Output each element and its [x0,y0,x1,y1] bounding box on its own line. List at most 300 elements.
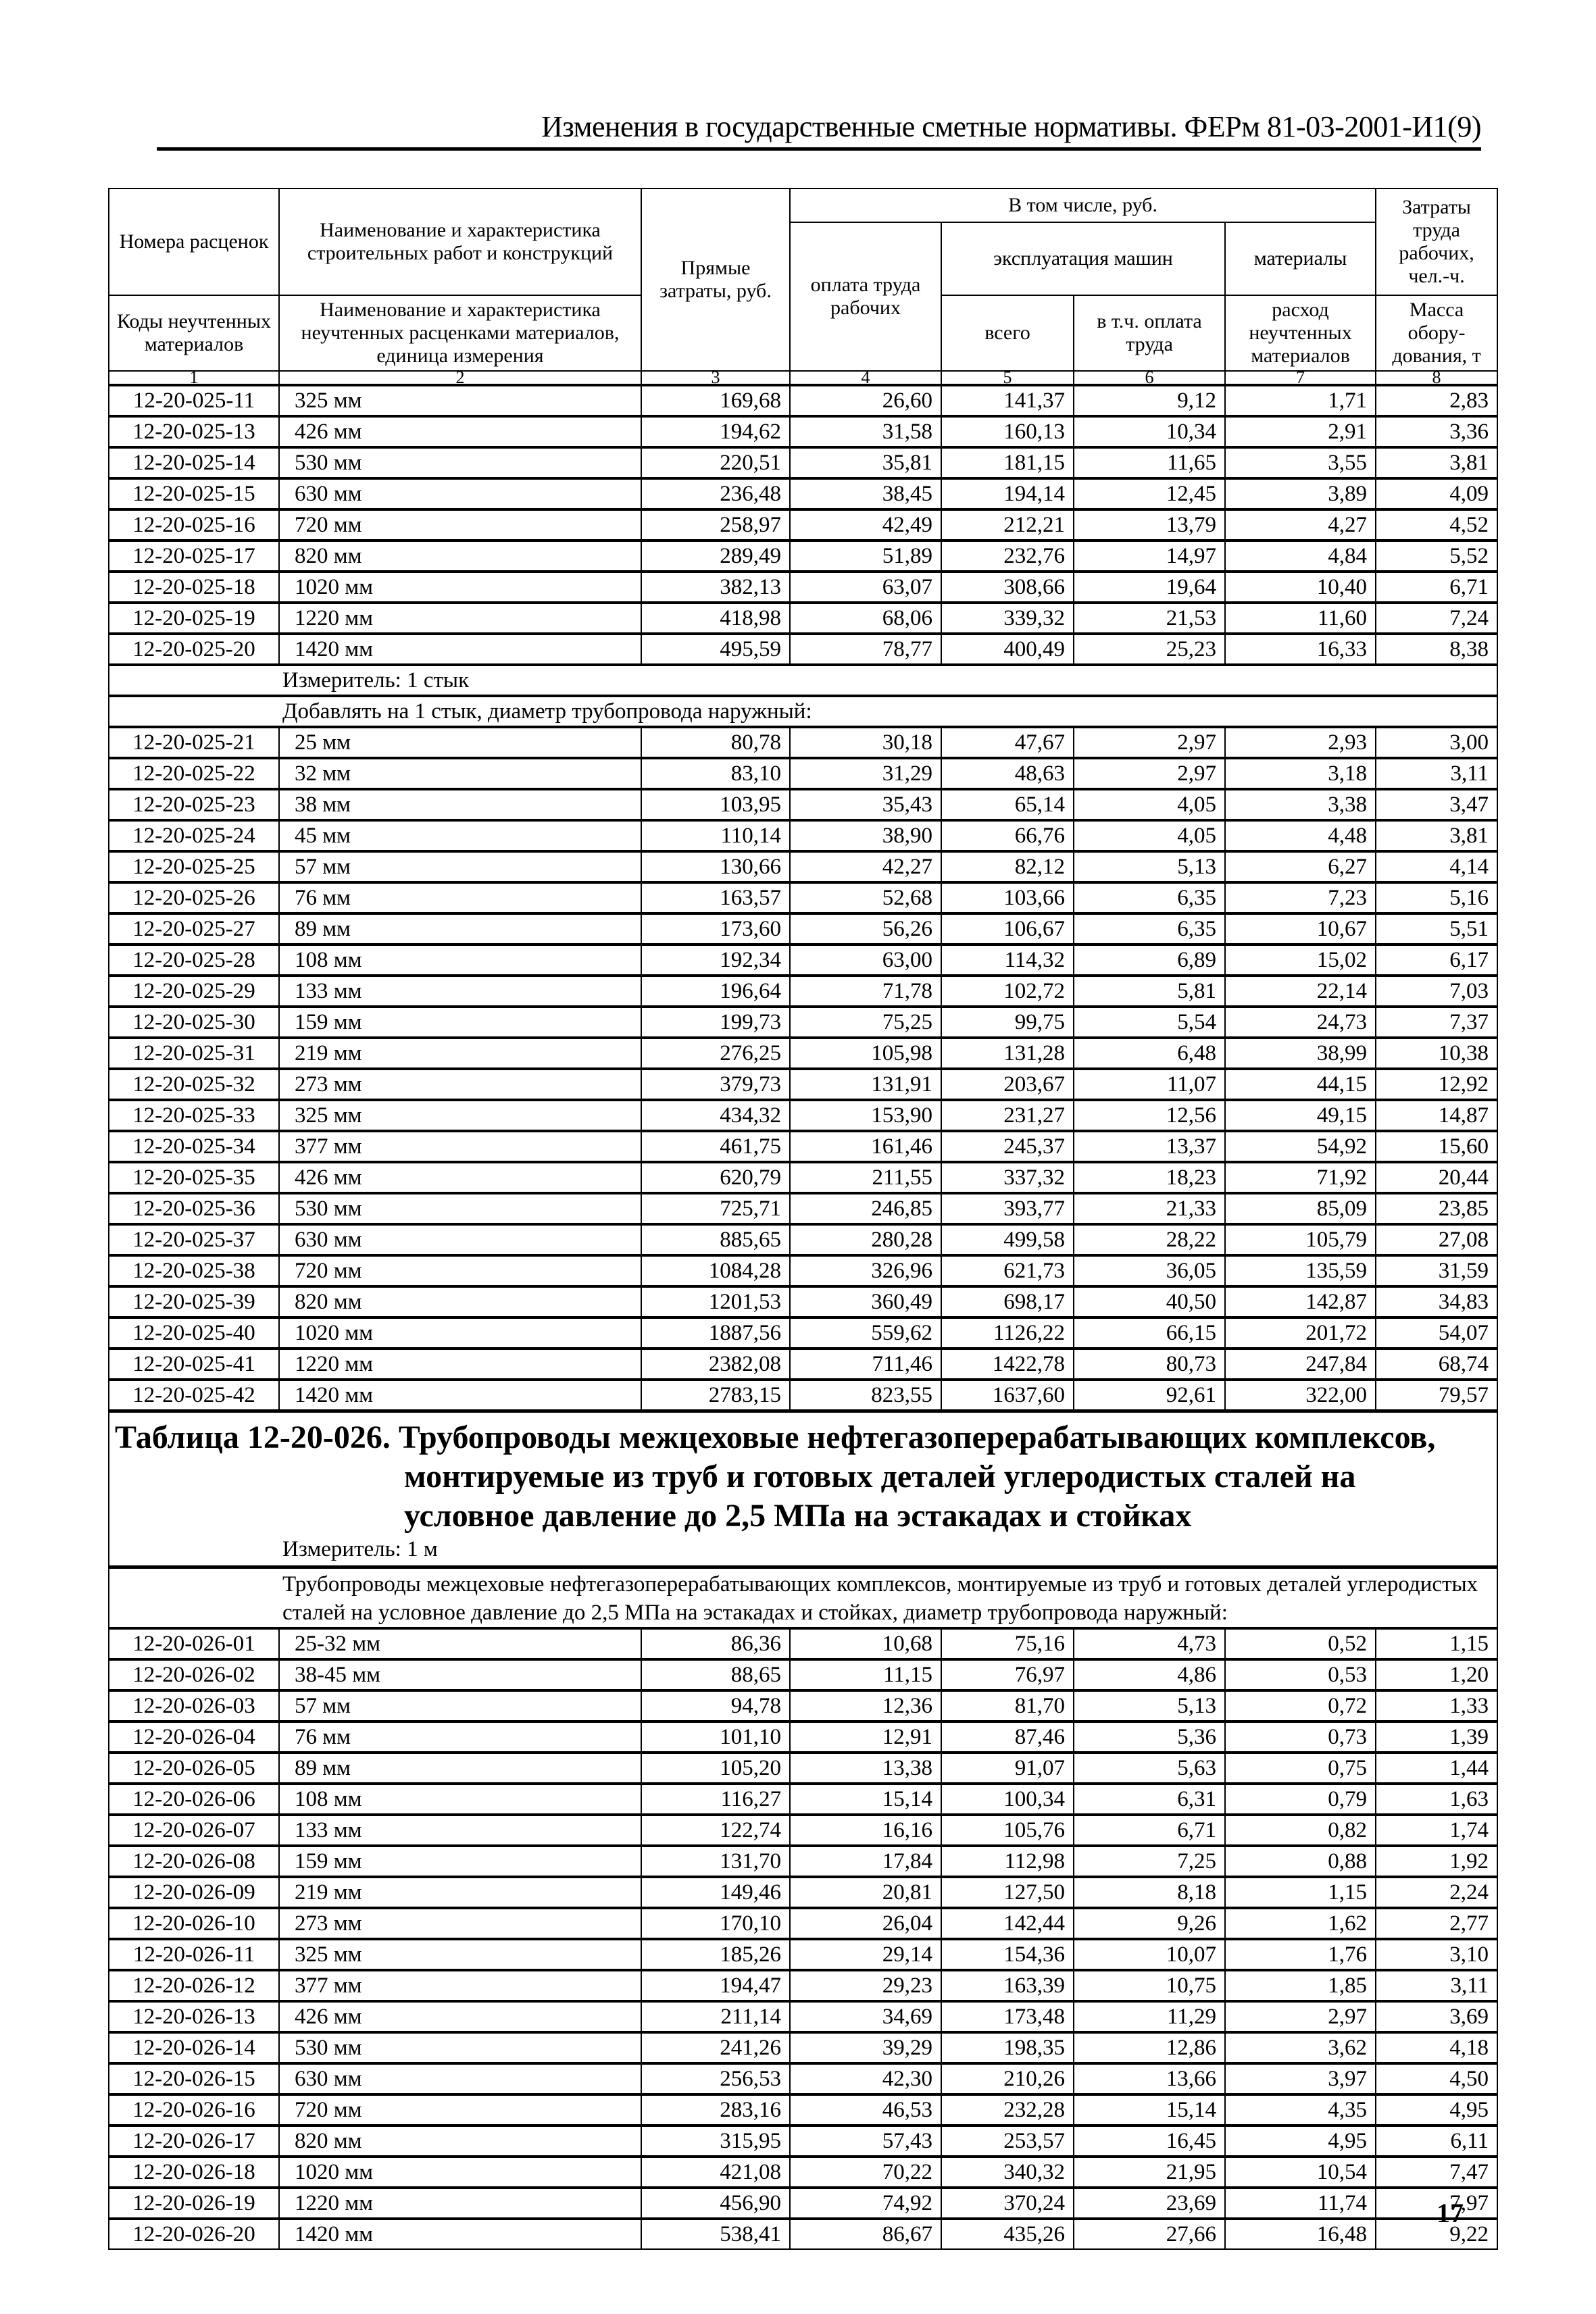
cell-rate-code: 12-20-026-17 [109,2126,279,2157]
cell-machines-labor: 10,07 [1074,1939,1225,1970]
cell-direct-costs: 194,47 [641,1970,790,2001]
cell-labor-pay: 34,69 [790,2001,941,2032]
cell-direct-costs: 885,65 [641,1224,790,1255]
cell-direct-costs: 421,08 [641,2157,790,2188]
cell-machines-total: 127,50 [941,1877,1074,1908]
cell-materials-consumption: 4,48 [1225,820,1376,851]
cell-direct-costs: 289,49 [641,540,790,572]
cell-materials-consumption: 11,60 [1225,603,1376,634]
column-number: 1 [109,371,279,385]
cell-direct-costs: 94,78 [641,1690,790,1721]
section1-body [109,385,1497,665]
cell-machines-labor: 12,45 [1074,478,1225,509]
cell-machines-total: 81,70 [941,1690,1074,1721]
cell-rate-code: 12-20-025-22 [109,758,279,789]
cell-labor-pay: 70,22 [790,2157,941,2188]
measure-joint-note: Измеритель: 1 стык [109,665,1497,696]
cell-materials-consumption: 71,92 [1225,1162,1376,1193]
table-row [109,2126,1497,2157]
cell-direct-costs: 116,27 [641,1784,790,1815]
column-number: 8 [1376,371,1497,385]
cell-labor-pay: 280,28 [790,1224,941,1255]
cell-machines-labor: 11,07 [1074,1069,1225,1100]
header-including-group: В том числе, руб. [790,188,1376,222]
cell-materials-consumption: 49,15 [1225,1100,1376,1131]
cell-rate-code: 12-20-025-28 [109,945,279,976]
cell-work-name: 76 мм [279,882,641,913]
cell-work-name: 38 мм [279,789,641,820]
cell-rate-code: 12-20-026-03 [109,1690,279,1721]
header-material-name: Наименование и характеристика неучтенных расценками материалов, единица измерения [279,295,641,371]
cell-materials-consumption: 0,75 [1225,1753,1376,1784]
table-row [109,1100,1497,1131]
cell-work-name: 159 мм [279,1007,641,1038]
cell-machines-total: 141,37 [941,385,1074,416]
cell-labor-hours: 34,83 [1376,1286,1497,1317]
table-row [109,1193,1497,1224]
cell-materials-consumption: 3,89 [1225,478,1376,509]
cell-labor-hours: 3,10 [1376,1939,1497,1970]
cell-rate-code: 12-20-026-14 [109,2032,279,2063]
cell-machines-labor: 12,86 [1074,2032,1225,2063]
cell-labor-hours: 15,60 [1376,1131,1497,1162]
cell-materials-consumption: 54,92 [1225,1131,1376,1162]
cell-labor-hours: 3,47 [1376,789,1497,820]
cell-materials-consumption: 1,15 [1225,1877,1376,1908]
cell-machines-total: 48,63 [941,758,1074,789]
table-row [109,1690,1497,1721]
table2-measure: Измеритель: 1 м [282,1537,438,1561]
cell-rate-code: 12-20-025-25 [109,851,279,882]
cell-machines-total: 163,39 [941,1970,1074,2001]
cell-labor-hours: 12,92 [1376,1069,1497,1100]
cell-machines-total: 173,48 [941,2001,1074,2032]
cell-work-name: 133 мм [279,976,641,1007]
cell-direct-costs: 131,70 [641,1846,790,1877]
cell-machines-total: 337,32 [941,1162,1074,1193]
cell-machines-labor: 27,66 [1074,2219,1225,2249]
cell-direct-costs: 2783,15 [641,1380,790,1411]
cell-labor-pay: 63,07 [790,572,941,603]
cell-machines-total: 435,26 [941,2219,1074,2249]
table2-title-body [109,1411,1497,1629]
cell-labor-pay: 26,04 [790,1908,941,1939]
cell-machines-total: 103,66 [941,882,1074,913]
cell-rate-code: 12-20-026-04 [109,1721,279,1753]
table-row [109,478,1497,509]
cell-labor-hours: 1,20 [1376,1659,1497,1690]
cell-labor-pay: 11,15 [790,1659,941,1690]
cell-work-name: 45 мм [279,820,641,851]
cell-work-name: 720 мм [279,509,641,540]
header-machines-group: эксплуатация машин [941,222,1225,295]
cell-machines-total: 203,67 [941,1069,1074,1100]
table-row [109,2063,1497,2094]
cell-rate-code: 12-20-025-21 [109,727,279,758]
page-number: 17 [1437,2198,1464,2228]
cell-rate-code: 12-20-025-41 [109,1349,279,1380]
cell-materials-consumption: 3,38 [1225,789,1376,820]
cell-machines-labor: 21,53 [1074,603,1225,634]
add-per-joint-note: Добавлять на 1 стык, диаметр трубопровода наружный: [109,696,1497,727]
cell-machines-labor: 5,63 [1074,1753,1225,1784]
cell-machines-labor: 80,73 [1074,1349,1225,1380]
cell-materials-consumption: 0,79 [1225,1784,1376,1815]
rates-table [108,188,1498,2250]
cell-labor-pay: 30,18 [790,727,941,758]
cell-machines-labor: 36,05 [1074,1255,1225,1286]
cell-rate-code: 12-20-025-14 [109,447,279,478]
cell-labor-hours: 3,81 [1376,447,1497,478]
cell-work-name: 426 мм [279,2001,641,2032]
cell-rate-code: 12-20-025-39 [109,1286,279,1317]
table-row [109,851,1497,882]
cell-materials-consumption: 0,53 [1225,1659,1376,1690]
table2-title-line3: условное давление до 2,5 МПа на эстакадах и стойках [404,1498,1192,1534]
cell-direct-costs: 1084,28 [641,1255,790,1286]
cell-materials-consumption: 142,87 [1225,1286,1376,1317]
cell-labor-hours: 7,37 [1376,1007,1497,1038]
cell-labor-pay: 51,89 [790,540,941,572]
cell-machines-total: 100,34 [941,1784,1074,1815]
cell-labor-hours: 5,16 [1376,882,1497,913]
cell-rate-code: 12-20-026-08 [109,1846,279,1877]
cell-machines-labor: 10,75 [1074,1970,1225,2001]
cell-direct-costs: 199,73 [641,1007,790,1038]
table-row [109,882,1497,913]
cell-direct-costs: 185,26 [641,1939,790,1970]
cell-rate-code: 12-20-025-32 [109,1069,279,1100]
cell-machines-labor: 6,71 [1074,1815,1225,1846]
cell-labor-pay: 35,43 [790,789,941,820]
cell-work-name: 25 мм [279,727,641,758]
cell-rate-code: 12-20-026-07 [109,1815,279,1846]
cell-direct-costs: 382,13 [641,572,790,603]
cell-machines-labor: 21,95 [1074,2157,1225,2188]
cell-labor-pay: 75,25 [790,1007,941,1038]
cell-labor-hours: 6,17 [1376,945,1497,976]
cell-rate-code: 12-20-026-09 [109,1877,279,1908]
cell-rate-code: 12-20-025-37 [109,1224,279,1255]
cell-machines-labor: 5,81 [1074,976,1225,1007]
header-equipment-mass: Масса обору-дования, т [1376,295,1497,371]
cell-labor-pay: 56,26 [790,913,941,945]
cell-labor-pay: 131,91 [790,1069,941,1100]
table-row [109,1659,1497,1690]
table-row [109,789,1497,820]
cell-direct-costs: 169,68 [641,385,790,416]
cell-work-name: 89 мм [279,1753,641,1784]
cell-materials-consumption: 0,72 [1225,1690,1376,1721]
notes-body [109,665,1497,727]
column-number: 3 [641,371,790,385]
cell-work-name: 1420 мм [279,634,641,665]
cell-labor-hours: 1,74 [1376,1815,1497,1846]
cell-labor-hours: 3,69 [1376,2001,1497,2032]
cell-rate-code: 12-20-026-15 [109,2063,279,2094]
cell-direct-costs: 170,10 [641,1908,790,1939]
cell-direct-costs: 88,65 [641,1659,790,1690]
cell-work-name: 1220 мм [279,1349,641,1380]
cell-labor-pay: 42,27 [790,851,941,882]
cell-materials-consumption: 24,73 [1225,1007,1376,1038]
cell-rate-code: 12-20-025-26 [109,882,279,913]
table-row [109,1939,1497,1970]
cell-labor-hours: 1,39 [1376,1721,1497,1753]
cell-labor-hours: 3,11 [1376,758,1497,789]
cell-rate-code: 12-20-025-24 [109,820,279,851]
cell-materials-consumption: 3,62 [1225,2032,1376,2063]
table-row [109,1349,1497,1380]
cell-materials-consumption: 3,55 [1225,447,1376,478]
table-row [109,1784,1497,1815]
cell-labor-hours: 54,07 [1376,1317,1497,1349]
cell-rate-code: 12-20-026-11 [109,1939,279,1970]
cell-machines-labor: 4,73 [1074,1628,1225,1659]
cell-work-name: 108 мм [279,945,641,976]
cell-direct-costs: 1887,56 [641,1317,790,1349]
cell-direct-costs: 236,48 [641,478,790,509]
header-direct-costs: Прямые затраты, руб. [641,188,790,371]
cell-machines-labor: 5,13 [1074,1690,1225,1721]
cell-labor-hours: 5,52 [1376,540,1497,572]
cell-labor-hours: 6,71 [1376,572,1497,603]
cell-machines-total: 47,67 [941,727,1074,758]
cell-work-name: 133 мм [279,1815,641,1846]
cell-labor-hours: 27,08 [1376,1224,1497,1255]
cell-machines-total: 1637,60 [941,1380,1074,1411]
cell-rate-code: 12-20-025-33 [109,1100,279,1131]
cell-labor-hours: 1,63 [1376,1784,1497,1815]
cell-materials-consumption: 2,97 [1225,2001,1376,2032]
cell-machines-labor: 6,31 [1074,1784,1225,1815]
cell-materials-consumption: 44,15 [1225,1069,1376,1100]
cell-labor-pay: 153,90 [790,1100,941,1131]
cell-materials-consumption: 4,95 [1225,2126,1376,2157]
cell-machines-total: 400,49 [941,634,1074,665]
table-row [109,913,1497,945]
cell-machines-total: 198,35 [941,2032,1074,2063]
cell-labor-hours: 1,33 [1376,1690,1497,1721]
cell-work-name: 1420 мм [279,2219,641,2249]
cell-machines-total: 87,46 [941,1721,1074,1753]
table-row [109,1224,1497,1255]
cell-labor-hours: 2,83 [1376,385,1497,416]
cell-rate-code: 12-20-026-20 [109,2219,279,2249]
cell-work-name: 57 мм [279,851,641,882]
cell-labor-hours: 9,22 [1376,2219,1497,2249]
cell-machines-labor: 4,05 [1074,820,1225,851]
cell-work-name: 720 мм [279,1255,641,1286]
table-row [109,1721,1497,1753]
cell-labor-pay: 78,77 [790,634,941,665]
header-labor-pay: оплата труда рабочих [790,222,941,371]
cell-labor-pay: 29,23 [790,1970,941,2001]
cell-materials-consumption: 4,35 [1225,2094,1376,2126]
cell-machines-total: 308,66 [941,572,1074,603]
cell-rate-code: 12-20-025-23 [109,789,279,820]
cell-labor-pay: 17,84 [790,1846,941,1877]
cell-materials-consumption: 38,99 [1225,1038,1376,1069]
cell-machines-labor: 12,56 [1074,1100,1225,1131]
cell-materials-consumption: 0,52 [1225,1628,1376,1659]
cell-rate-code: 12-20-025-30 [109,1007,279,1038]
cell-labor-pay: 35,81 [790,447,941,478]
cell-work-name: 1020 мм [279,572,641,603]
cell-rate-code: 12-20-026-06 [109,1784,279,1815]
cell-labor-hours: 2,24 [1376,1877,1497,1908]
cell-rate-code: 12-20-026-02 [109,1659,279,1690]
cell-machines-total: 102,72 [941,976,1074,1007]
cell-materials-consumption: 7,23 [1225,882,1376,913]
cell-machines-labor: 15,14 [1074,2094,1225,2126]
cell-work-name: 219 мм [279,1877,641,1908]
cell-labor-hours: 14,87 [1376,1100,1497,1131]
cell-materials-consumption: 85,09 [1225,1193,1376,1224]
cell-labor-hours: 4,50 [1376,2063,1497,2094]
cell-work-name: 377 мм [279,1131,641,1162]
cell-rate-code: 12-20-025-11 [109,385,279,416]
cell-machines-labor: 2,97 [1074,727,1225,758]
table-row [109,1131,1497,1162]
header-materials-consumption: расход неучтенных материалов [1225,295,1376,371]
cell-work-name: 820 мм [279,2126,641,2157]
cell-work-name: 630 мм [279,1224,641,1255]
cell-materials-consumption: 322,00 [1225,1380,1376,1411]
cell-direct-costs: 83,10 [641,758,790,789]
table-row [109,1753,1497,1784]
cell-materials-consumption: 1,76 [1225,1939,1376,1970]
cell-work-name: 57 мм [279,1690,641,1721]
table2-description: Трубопроводы межцеховые нефтегазоперерабатывающих комплексов, монтируемые из труб и готовых деталей углеродистых сталей на условное давление до 2,5 МПа на эстакадах и стойках, диаметр трубопровода наружный: [109,1567,1497,1629]
cell-rate-code: 12-20-025-29 [109,976,279,1007]
cell-machines-total: 339,32 [941,603,1074,634]
cell-rate-code: 12-20-025-38 [109,1255,279,1286]
cell-work-name: 1220 мм [279,603,641,634]
cell-direct-costs: 379,73 [641,1069,790,1100]
table-row [109,447,1497,478]
cell-materials-consumption: 16,48 [1225,2219,1376,2249]
cell-work-name: 325 мм [279,1100,641,1131]
column-number: 5 [941,371,1074,385]
table2-title-cell [109,1411,1497,1567]
cell-machines-labor: 9,26 [1074,1908,1225,1939]
cell-materials-consumption: 11,74 [1225,2188,1376,2219]
cell-machines-total: 253,57 [941,2126,1074,2157]
cell-work-name: 1020 мм [279,1317,641,1349]
table-row [109,2157,1497,2188]
cell-direct-costs: 258,97 [641,509,790,540]
cell-machines-total: 99,75 [941,1007,1074,1038]
table-row [109,540,1497,572]
cell-machines-labor: 16,45 [1074,2126,1225,2157]
cell-labor-pay: 20,81 [790,1877,941,1908]
cell-machines-labor: 40,50 [1074,1286,1225,1317]
cell-machines-labor: 6,35 [1074,882,1225,913]
cell-labor-pay: 63,00 [790,945,941,976]
cell-labor-hours: 7,03 [1376,976,1497,1007]
cell-labor-pay: 360,49 [790,1286,941,1317]
cell-work-name: 426 мм [279,416,641,447]
cell-work-name: 820 мм [279,540,641,572]
cell-work-name: 89 мм [279,913,641,945]
cell-labor-pay: 57,43 [790,2126,941,2157]
cell-machines-labor: 2,97 [1074,758,1225,789]
cell-materials-consumption: 201,72 [1225,1317,1376,1349]
cell-materials-consumption: 6,27 [1225,851,1376,882]
cell-materials-consumption: 1,85 [1225,1970,1376,2001]
cell-machines-labor: 10,34 [1074,416,1225,447]
cell-labor-pay: 38,45 [790,478,941,509]
cell-work-name: 76 мм [279,1721,641,1753]
cell-machines-total: 210,26 [941,2063,1074,2094]
cell-work-name: 32 мм [279,758,641,789]
cell-labor-pay: 42,30 [790,2063,941,2094]
cell-materials-consumption: 15,02 [1225,945,1376,976]
cell-direct-costs: 211,14 [641,2001,790,2032]
cell-machines-labor: 7,25 [1074,1846,1225,1877]
cell-direct-costs: 101,10 [641,1721,790,1753]
cell-materials-consumption: 3,18 [1225,758,1376,789]
cell-labor-hours: 7,97 [1376,2188,1497,2219]
table-row [109,1317,1497,1349]
cell-labor-pay: 246,85 [790,1193,941,1224]
cell-labor-pay: 16,16 [790,1815,941,1846]
cell-direct-costs: 86,36 [641,1628,790,1659]
cell-materials-consumption: 247,84 [1225,1349,1376,1380]
cell-labor-hours: 3,11 [1376,1970,1497,2001]
cell-labor-hours: 3,36 [1376,416,1497,447]
header-machines-total: всего [941,295,1074,371]
table-row [109,1069,1497,1100]
cell-machines-labor: 18,23 [1074,1162,1225,1193]
cell-machines-labor: 11,65 [1074,447,1225,478]
cell-materials-consumption: 10,67 [1225,913,1376,945]
table-row [109,385,1497,416]
table-row [109,1380,1497,1411]
cell-machines-labor: 8,18 [1074,1877,1225,1908]
cell-direct-costs: 418,98 [641,603,790,634]
table-row [109,2219,1497,2249]
cell-labor-pay: 211,55 [790,1162,941,1193]
cell-direct-costs: 173,60 [641,913,790,945]
cell-rate-code: 12-20-025-19 [109,603,279,634]
cell-machines-labor: 6,35 [1074,913,1225,945]
cell-labor-hours: 5,51 [1376,913,1497,945]
cell-machines-total: 105,76 [941,1815,1074,1846]
cell-labor-hours: 4,52 [1376,509,1497,540]
cell-materials-consumption: 2,91 [1225,416,1376,447]
cell-rate-code: 12-20-025-34 [109,1131,279,1162]
header-material-codes: Коды неучтенных материалов [109,295,279,371]
cell-labor-hours: 4,14 [1376,851,1497,882]
cell-labor-pay: 105,98 [790,1038,941,1069]
cell-materials-consumption: 105,79 [1225,1224,1376,1255]
cell-machines-labor: 13,37 [1074,1131,1225,1162]
cell-labor-hours: 3,00 [1376,727,1497,758]
cell-labor-pay: 10,68 [790,1628,941,1659]
cell-labor-pay: 86,67 [790,2219,941,2249]
cell-work-name: 530 мм [279,447,641,478]
cell-materials-consumption: 135,59 [1225,1255,1376,1286]
cell-direct-costs: 122,74 [641,1815,790,1846]
cell-direct-costs: 276,25 [641,1038,790,1069]
cell-machines-total: 65,14 [941,789,1074,820]
cell-work-name: 820 мм [279,1286,641,1317]
cell-labor-hours: 8,38 [1376,634,1497,665]
cell-machines-total: 245,37 [941,1131,1074,1162]
cell-rate-code: 12-20-026-19 [109,2188,279,2219]
